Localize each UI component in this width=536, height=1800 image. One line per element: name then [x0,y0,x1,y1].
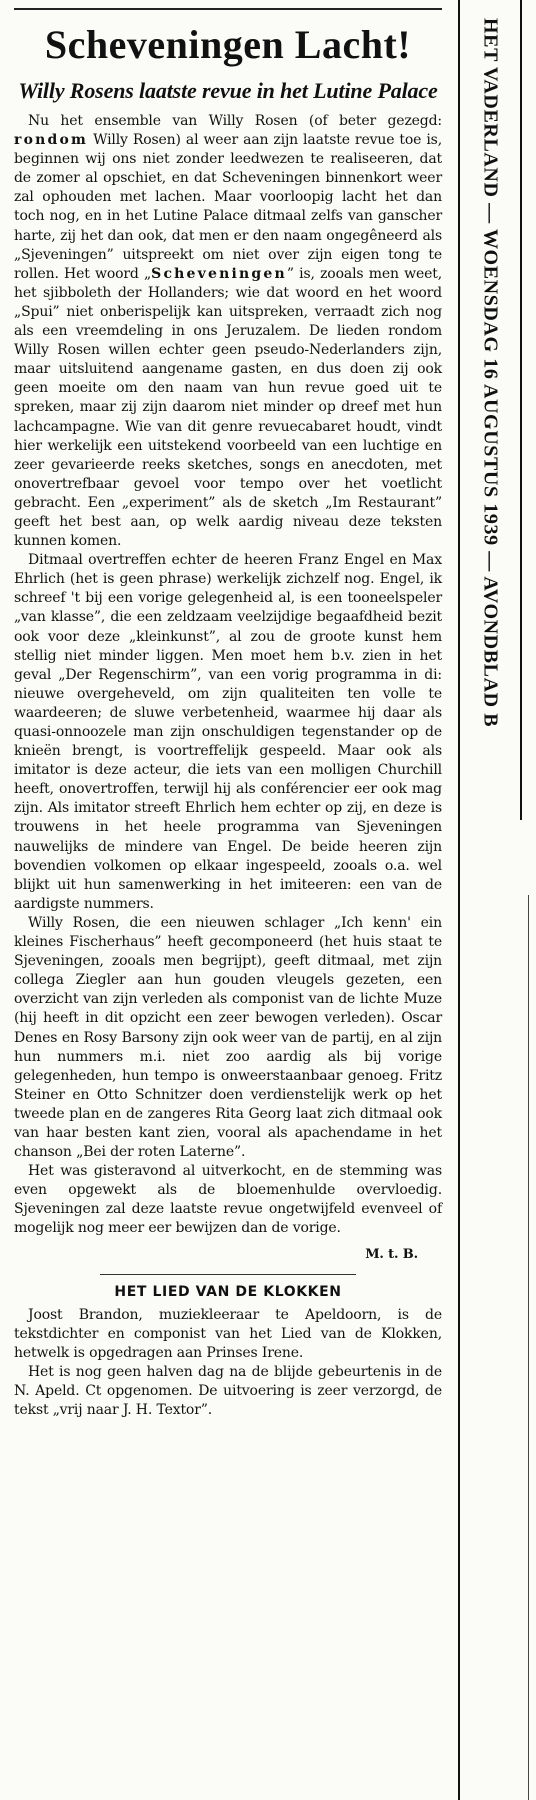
column-rule-right [520,0,522,820]
column-rule-left [458,0,460,1800]
article-paragraph-4: Het was gisteravond al uitverkocht, en de stemming was even opgewekt als de bloemenhulde overvloedig. Sjeveningen zal deze laatste revue ongetwijfeld evenveel of mogelijk nog meer eer bewijzen dan de vorige. [14,1163,442,1237]
notice-title: HET LIED VAN DE KLOKKEN [114,1283,342,1300]
notice-paragraph-2: Het is nog geen halven dag na de blijde gebeurtenis in de N. Apeld. Ct opgenomen. De uitvoering is zeer verzorgd, de tekst „vrij naar J. H. Textor”. [14,1364,442,1419]
author-signature: M. t. B. [365,1246,418,1262]
masthead-text: HET VADERLAND — WOENSDAG 16 AUGUSTUS 1939 — AVONDBLAD B [479,18,502,728]
newspaper-article [14,8,442,1420]
spaced-word-scheveningen: Scheveningen [151,265,287,282]
headline: Scheveningen Lacht! [44,22,412,67]
notice-paragraph-1: Joost Brandon, muziekleeraar te Apeldoorn, is de tekstdichter en componist van het Lied van de Klokken, hetwelk is opgedragen aan Prinses Irene. [14,1306,442,1361]
section-divider [100,1274,357,1275]
masthead-strip [462,18,518,828]
article-paragraph-2: Ditmaal overtreffen echter de heeren Franz Engel en Max Ehrlich (het is geen phrase) werkelijk zichzelf nog. Engel, ik schreef 't bij een vorige gelegenheid al, is een tooneelspeler „van klasse”, die een zeldzaam veelzijdige begaafdheid bezit ook voor deze „kleinkunst”, al zou de groote kunst hem stellig niet minder liggen. Men moet hem b.v. zien in het geval „Der Regenschirm”, van een vorig programma in di: nieuwe overgeheveld, om zijn qualiteiten ten volle te waardeeren; de sluwe verbetenheid, waarmee hij daar als quasi-onnoozele man zijn onschuldigen tegenstander op de knieën brengt, is voortreffelijk gespeeld. Maar ook als imitator is deze acteur, die iets van een molligen Churchill heeft, onovertroffen, terwijl hij als conférencier eer ook mag zijn. Als imitator streeft Ehrlich hem echter op zij, en deze is trouwens in het heele programma van Sjeveningen nauwelijks de mindere van Engel. De beide heeren zijn bovendien volkomen op elkaar ingespeeld, zooals o.a. wel blijkt uit hun samenwerking in het imiteeren: een van de aardigste nummers. [14,552,442,912]
article-paragraph-3: Willy Rosen, die een nieuwen schlager „Ich kenn' ein kleines Fischerhaus” heeft gecomponeerd (het huis staat te Sjeveningen, zooals men begrijpt), geeft ditmaal, met zijn collega Ziegler aan hun gouden vleugels gezeten, een overzicht van zijn verleden als componist van de lichte Muze (hij heeft in dit opzicht een zeer bewogen verleden). Oscar Denes en Rosy Barsony zijn ook weer van de partij, en al zijn hun nummers m.i. niet zoo aardig als bij vorige gelegenheden, hun tempo is onweerstaanbaar genoeg. Fritz Steiner en Otto Schnitzer doen verdienstelijk werk op het tweede plan en de zangeres Rita Georg laat zich ditmaal ook van haar besten kant zien, vooral als apachendame in het chanson „Bei der roten Laterne”. [14,914,442,1161]
article-paragraph-1: Nu het ensemble van Willy Rosen (of beter gezegd: rondom Willy Rosen) al weer aan zijn laatste revue toe is, beginnen wij ons niet zonder leedwezen te realiseeren, dat de zomer al opschiet, en dat Scheveningen binnenkort weer zal ophouden met lachen. Maar voorloopig lacht het dan toch nog, en in het Lutine Palace ditmaal zelfs van ganscher harte, zij het dan ook, dat men er den naam ongegêneerd als „Sjeveningen” uitspreekt om niet over zijn eigen tong te rollen. Het woord „Scheveningen” is, zooals men weet, het sjibboleth der Hollanders; wie dat woord en het woord „Spui” niet onberispelijk kan uitspreken, verraadt zich nog als een vreemdeling in ons Jeruzalem. De lieden rondom Willy Rosen willen echter geen pseudo-Nederlanders zijn, maar uitsluitend aangename gasten, en dus doen zij ook geen moeite om den naam van hun revue goed uit te spreken, maar zij zijn daarom niet minder op dreef met hun lachcampagne. Wie van dit genre revuecabaret houdt, vindt hier werkelijk een uitstekend voorbeeld van een luchtige en zeer gevarieerde reeks sketches, songs en anecdoten, met onovertrefbaar gevoel voor tempo over het voetlicht gebracht. Een „experiment” als de sketch „Im Restaurant” geeft het best aan, op welk aardig niveau deze teksten kunnen komen. [14,113,442,550]
subheadline: Willy Rosens laatste revue in het Lutine Palace [18,78,438,103]
spaced-word-rondom: rondom [14,132,89,149]
column-rule-lower [528,895,529,1800]
top-rule [14,8,442,10]
